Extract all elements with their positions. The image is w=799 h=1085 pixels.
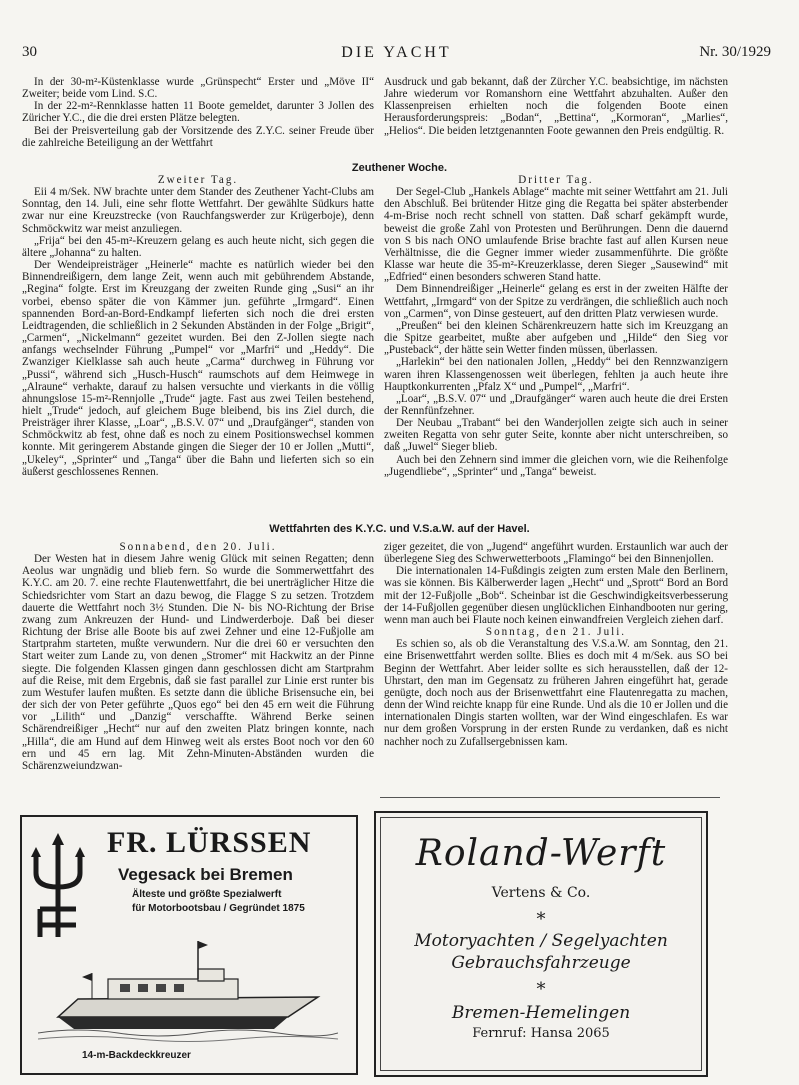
tagline-founded: für Motorbootsbau / Gegründet 1875	[132, 903, 305, 914]
column-top-right	[384, 76, 728, 137]
star-ornament: *	[536, 909, 546, 930]
company-name: Roland-Werft	[415, 833, 667, 874]
column-zeuthen-right	[384, 174, 728, 478]
motor-yacht-illustration	[38, 935, 338, 1045]
paragraph: „Preußen“ bei den kleinen Schärenkreuzern hatte sich im Kreuzgang an die Spitze gearbeitet, mußte aber aufgeben und „Hilde“ den Sieg vor „Pusteback“, der hätte sein Wetter finden müssen, überlassen.	[384, 319, 728, 357]
subheading: Sonntag, den 21. Juli.	[485, 626, 627, 639]
paragraph: „Harlekin“ bei den nationalen Jollen, „Heddy“ bei den Rennzwanzigern waren ihren Klassengenossen weit überlegen, fehlten ja auch heute ihre Hauptkonkurrenten „Pfalz X“ und „Pumpel“, „Marfri“.	[384, 356, 728, 393]
paragraph: Der Westen hat in diesem Jahre wenig Glück mit seinen Regatten; denn Aeolus war ungnädig und blieb fern. So wurde die Sommerwettfahrt des K.Y.C. am 20. 7. eine rechte Flautenwettfahrt, die bei unerträglicher Hitze die Schiedsrichter vom Start an dazu bewog, die Flagge S zu setzen. Trotzdem dauerte die Wettfahrt noch 3½ Stunden. Die N- bis NO-Richtung der Brise zwang zum Ankreuzen der Hund- und Lindwerderboje. Daß bei dieser Richtung der Brise alle Boote bis auf zwei Zehner und eine 12-Fußjolle am Startprahm starteten, mußte verwundern. Nur die drei 60 er versuchten den Start weiter zum Lande zu, von denen „Stromer“ mit Hackwitz an der Pinne siegte. Die folgenden Klassen gingen dann geschlossen dicht am Startprahm auf die Reise, mit dem Ergebnis, daß sie fast parallel zur Linie erst runter bis zum Westufer laufen mußten. Es setzte dann die übliche Brisensuche ein, bei der sich der von Peter geführte „Quos ego“ bei den 45 ern weit die Führung vor „Lilith“ und „Danzig“ verschaffte. Während Berke seinen Schärendreißiger „Hecht“ nur auf den zweiten Platz bringen konnte, nach „Hilla“, die am Hund auf dem Hinweg weit als erstes Boot noch vor den 60 ern und 45 ern lag. Mit Zehn-Minuten-Abständen wurden die Schärenzweiundzwan-	[22, 553, 374, 772]
section-heading-havel: Wettfahrten des K.Y.C. und V.S.a.W. auf der Havel.	[269, 523, 530, 535]
company-owner: Vertens & Co.	[491, 885, 591, 901]
paragraph: Die internationalen 14-Fußdingis zeigten zum ersten Male den Berlinern, was sie können. Bis Kälberwerder lagen „Hecht“ und „Sprott“ Bord an Bord mit der 12-Fußjolle „Bob“. Scheinbar ist die Geschwindigkeitsverbesserung der 14-Fußjollen gegenüber diesen unglücklichen Einhandbooten nur gering, wenn man auch bei Flaute noch keinen einwandfreien Vergleich ziehen darf.	[384, 565, 728, 626]
tagline: Älteste und größte Spezialwerft	[132, 889, 282, 900]
column-top-left	[22, 76, 374, 149]
paragraph: „Frija“ bei den 45-m²-Kreuzern gelang es auch heute nicht, sich gegen die ältere „Johanna“ zu halten.	[22, 234, 374, 259]
paragraph: Der Neubau „Trabant“ bei den Wanderjollen zeigte sich auch in seiner zweiten Regatta von sehr guter Seite, konnte aber nicht unterschreiben, so daß „Juwel“ Sieger blieb.	[384, 417, 728, 454]
column-havel-right	[384, 541, 728, 748]
subheading: Dritter Tag.	[518, 174, 594, 186]
product-line: Motoryachten / Segelyachten	[414, 931, 668, 951]
paragraph: In der 22-m²-Rennklasse hatten 11 Boote gemeldet, darunter 3 Jollen des Züricher Y.C., die die drei ersten Plätze belegten.	[22, 100, 374, 125]
ad-luerssen	[20, 815, 358, 1075]
paragraph: Es schien so, als ob die Veranstaltung des V.S.a.W. am Sonntag, den 21. eine Brisenwettfahrt werden sollte. Blies es doch mit 4 m/Sek. aus SO bei Beginn der Wettfahrt. Aber leider sollte es sich herausstellen, daß der 12-Uhrstart, den man im Gegensatz zu früheren Jahren eingeführt hat, gerade genügte, doch noch aus der Brisenwettfahrt eine Flautenregatta zu machen, denn der Wind reichte knapp für eine Runde. Und als die 10 er Jollen und die internationalen Dingis starten wollten, war der Wind eingeschlafen. Es war nur dem großen Vorsprung in der ersten Runde zu verdanken, daß es nicht nachher noch zu Zufallsergebnissen kam.	[384, 638, 728, 748]
column-zeuthen-left	[22, 174, 374, 478]
column-havel-left	[22, 541, 374, 772]
magazine-title: DIE YACHT	[341, 44, 452, 61]
subheading: Zweiter Tag.	[157, 174, 239, 186]
company-city: Vegesack bei Bremen	[118, 865, 293, 884]
product-line-2: Gebrauchsfahrzeuge	[451, 953, 631, 973]
trident-logo-icon	[28, 833, 88, 943]
paragraph: Ausdruck und gab bekannt, daß der Zürcher Y.C. beabsichtige, im nächsten Jahre wiederum vor Romanshorn eine Wettfahrt abzuhalten. Außer den Klassenpreisen erhielten noch die folgenden Boote einen Herausforderungspreis: „Bodan“, „Bettina“, „Kormoran“, „Marlies“, „Helios“. Die beiden letztgenannten Foote gewannen den Preis endgültig. R.	[384, 76, 728, 137]
section-heading-zeuthen: Zeuthener Woche.	[351, 162, 448, 174]
paragraph: ziger gezeitet, die von „Jugend“ angeführt wurden. Erstaunlich war auch der überlegene Sieg des Schwerwetterboots „Flamingo“ bei den Binnenjollen.	[384, 541, 728, 566]
paragraph: In der 30-m²-Küstenklasse wurde „Grünspecht“ Erster und „Möve II“ Zweiter; beide vom Lind. S.C.	[22, 76, 374, 101]
section-divider	[380, 797, 720, 798]
illustration-caption: 14-m-Backdeckkreuzer	[82, 1050, 191, 1061]
ad-roland-werft	[374, 811, 708, 1077]
company-name: FR. LÜRSSEN	[107, 826, 312, 859]
paragraph: „Loar“, „B.S.V. 07“ und „Draufgänger“ waren auch heute die drei Ersten der Rennfünfzehner.	[384, 392, 728, 417]
paragraph: Eii 4 m/Sek. NW brachte unter dem Stander des Zeuthener Yacht-Clubs am Sonntag, den 14. Juli, eine sehr flotte Wettfahrt. Der gewählte Südkurs hatte zwar nur eine Kreuzstrecke (von Rauchfangswerder zur Krügerboje), denn Schmöckwitz war meist anzuliegen.	[22, 186, 374, 235]
paragraph: Bei der Preisverteilung gab der Vorsitzende des Z.Y.C. seiner Freude über die zahlreiche Beteiligung an der Wettfahrt	[22, 124, 374, 149]
issue-number: Nr. 30/1929	[699, 44, 771, 60]
page-number: 30	[22, 44, 37, 60]
paragraph: Der Wendeipreisträger „Heinerle“ machte es natürlich wieder bei den Binnendreißigern, dem lange Zeit, wenn auch mit gebührendem Abstande, „Regina“ folgte. Erst im Kreuzgang der zweiten Runde ging „Susi“ an ihr vorbei, ebenso später die von Kämmer jun. geführte „Irmgard“. Einen spannenden Bord-an-Bord-Endkampf lieferten sich noch die drei ersten Leidtragenden, die schließlich in 2 Sekunden Abständen in der Folge „Brigit“, „Carmen“, „Nickelmann“ gezeitet wurden. Bei den Z-Jollen siegte nach anfangs wechselnder Führung „Pumpel“ vor „Marfri“ und „Heddy“. Die Zwanziger Kielklasse sah auch heute „Carma“ durchweg in Führung vor „Pussi“, während sich „Husch-Husch“ raumschots auf dem Heimwege in „Alraune“ verhakte, darauf zu halsen versuchte und vierkants in die völlig ahnungslose 15-m²-Rennjolle „Trude“ jagte. Fast aus zwei Teilen bestehend, hielt „Trude“ jedoch, auf gleichem Buge bleibend, bis ins Ziel durch, die Preisträger ihrer Klasse, „Loar“, „B.S.V. 07“ und „Draufgänger“, standen von Schmöckwitz ab fest, ohne daß es noch zu einem Positionswechsel kommen konnte. Mit geringerem Abstande gingen die Sieger der 10 er Jollen „Mutti“, „Ukeley“, „Sprinter“ und „Tanga“ über die Bahn und lieferten sich so ein äußerst geschlossenes Rennen.	[22, 259, 374, 478]
paragraph: Der Segel-Club „Hankels Ablage“ machte mit seiner Wettfahrt am 21. Juli den Abschluß. Bei brütender Hitze ging die Regatta bei später absterbender 4-m-Brise noch recht schnell von statten. Daß scharf gekämpft wurde, beweist die große Zahl von Protesten und Berührungen. Denn die dauernd von S bis nach ONO umlaufende Brise brachte fast auf allen Kursen neue Verhältnisse, die die Gegner immer wieder zusammenführte. Die größte Klasse war heute die 35-m²-Kreuzerklasse, deren Sieger „Sausewind“ mit „Edfried“ einen besonders schweren Stand hatte.	[384, 186, 728, 284]
star-ornament: *	[536, 979, 546, 1000]
phone-number: Fernruf: Hansa 2065	[472, 1026, 610, 1041]
subheading: Sonnabend, den 20. Juli.	[119, 541, 277, 553]
page-header	[22, 44, 771, 64]
paragraph: Auch bei den Zehnern sind immer die gleichen vorn, wie die Reihenfolge „Jugendliebe“, „Sprinter“ und „Tanga“ beweist.	[384, 453, 728, 478]
company-city: Bremen-Hemelingen	[451, 1003, 631, 1023]
paragraph: Dem Binnendreißiger „Heinerle“ gelang es erst in der zweiten Hälfte der Wettfahrt, „Irmgard“ von der Spitze zu verdrängen, die schließlich auch noch von „Carmen“, von Dinse gesteuert, auf den dritten Platz verwiesen wurde.	[384, 283, 728, 320]
